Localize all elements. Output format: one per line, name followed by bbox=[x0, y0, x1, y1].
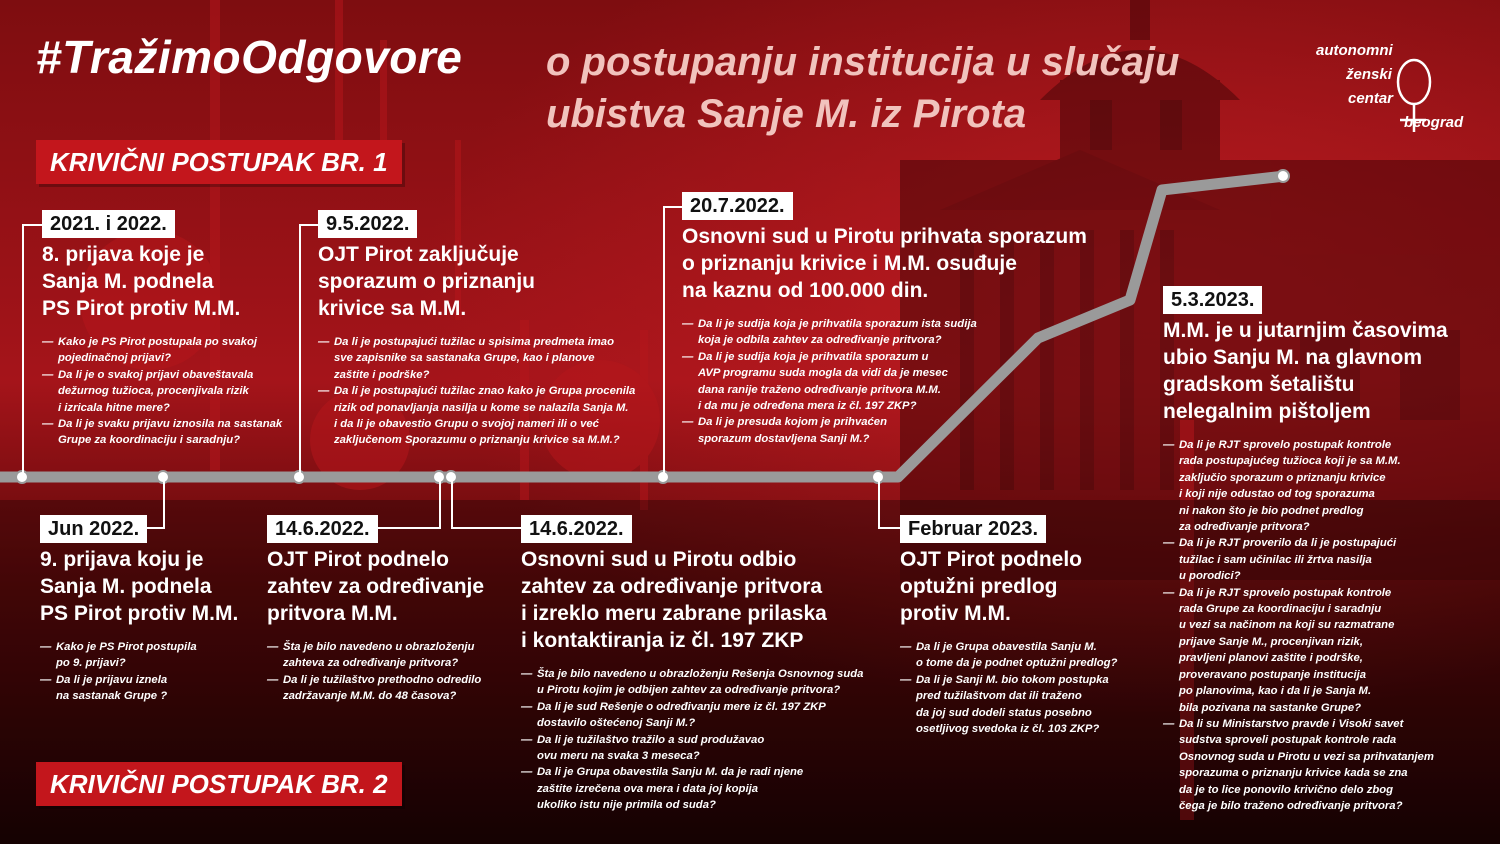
question-line: — Šta je bilo navedeno u obrazloženju bbox=[283, 641, 475, 653]
question-line: na sastanak Grupe ? bbox=[56, 690, 168, 703]
question-line: ni nakon što je bio podnet predlog bbox=[1179, 504, 1364, 517]
question-line: da joj sud dodeli status posebno bbox=[916, 706, 1092, 719]
page-subtitle bbox=[546, 36, 1246, 140]
logo-line-2: ženski bbox=[1346, 66, 1392, 83]
event-title-line: Osnovni sud u Pirotu prihvata sporazum bbox=[682, 225, 1087, 248]
event-date: Februar 2023. bbox=[900, 515, 1046, 543]
question-line: rizik od ponavljanja nasilja u kome se nalazila Sanja M. bbox=[334, 401, 629, 414]
procedure-1-banner: KRIVIČNI POSTUPAK BR. 1 bbox=[36, 140, 402, 184]
question-line: pravljeni planovi zaštite i podrške, bbox=[1179, 652, 1363, 665]
question-line: — Da li je svaku prijavu iznosila na sastanak bbox=[58, 418, 283, 431]
question-line: zaključenom Sporazumu o priznanju krivice sa M.M.? bbox=[334, 434, 620, 447]
question-line: — Da li je Sanji M. bio tokom postupka bbox=[916, 673, 1109, 686]
question-line: čega je bilo traženo određivanje pritvora? bbox=[1179, 799, 1403, 812]
event-title-line: i kontaktiranja iz čl. 197 ZKP bbox=[521, 629, 804, 652]
question-line: prijave Sanje M., procenjivan rizik, bbox=[1179, 635, 1363, 648]
question-line: — Da li je sud Rešenje o određivanju mere iz čl. 197 ZKP bbox=[537, 700, 826, 713]
question-line: dostavilo oštećenoj Sanji M.? bbox=[537, 717, 696, 730]
question-line: — Da li je o svakoj prijavi obaveštavala bbox=[58, 368, 254, 381]
logo-line-1: autonomni bbox=[1316, 42, 1393, 59]
question-line: — Da li je Grupa obavestila Sanju M. bbox=[916, 641, 1097, 653]
event-date: 5.3.2023. bbox=[1163, 286, 1262, 314]
event-title-line: sporazum o priznanju bbox=[318, 270, 536, 293]
question-line: — Da li je RJT sprovelo postupak kontrole bbox=[1179, 586, 1392, 599]
question-line: rada postupajućeg tužioca koji je sa M.M. bbox=[1179, 455, 1401, 468]
event-title-line: Osnovni sud u Pirotu odbio bbox=[521, 548, 797, 571]
connector-e7-tick bbox=[451, 527, 521, 529]
question-line: zaštite izrečena ova mera i data joj kopija bbox=[537, 782, 759, 795]
subtitle-line-2: ubistva Sanje M. iz Pirota bbox=[546, 92, 1027, 136]
timeline-path bbox=[0, 176, 1285, 477]
question-line: zadržavanje M.M. do 48 časova? bbox=[283, 690, 457, 703]
question-line: dežurnog tužioca, procenjivala rizik bbox=[58, 385, 249, 398]
question-line: zaštite i podrške? bbox=[334, 368, 430, 381]
question-line: ovu meru na svaka 3 meseca? bbox=[537, 750, 700, 763]
question-line: Osnovnog suda u Pirotu u vezi sa prihvatanjem bbox=[1179, 750, 1434, 763]
question-line: dana ranije traženo određivanje pritvora M.M. bbox=[698, 383, 941, 396]
question-line: — Da li su Ministarstvo pravde i Visoki savet bbox=[1179, 717, 1404, 730]
question-line: u vezi sa načinom na koji su razmatrane bbox=[1179, 619, 1395, 632]
question-line: koja je odbila zahtev za određivanje pritvora? bbox=[698, 334, 942, 347]
event-date: 9.5.2022. bbox=[318, 210, 417, 238]
question-line: — Da li je RJT proverilo da li je postupajući bbox=[1179, 537, 1397, 550]
event-title-line: OJT Pirot podnelo bbox=[267, 548, 449, 571]
organization-logo bbox=[1314, 40, 1474, 140]
question-line: i da li je obavestio Grupu o svojoj nameri ili o već bbox=[334, 418, 599, 431]
question-line: pred tužilaštvom dat ili traženo bbox=[916, 690, 1082, 703]
connector-e3-tick bbox=[663, 206, 683, 208]
question-line: sporazum dostavljena Sanji M.? bbox=[698, 432, 870, 445]
event-date: 14.6.2022. bbox=[521, 515, 632, 543]
connector-e2-tick bbox=[299, 224, 319, 226]
question-line: ukoliko istu nije primila od suda? bbox=[537, 799, 716, 812]
question-line: — Da li je RJT sprovelo postupak kontrole bbox=[1179, 439, 1392, 451]
event-title-line: na kaznu od 100.000 din. bbox=[682, 279, 929, 302]
event-title-line: krivice sa M.M. bbox=[318, 297, 467, 320]
event-title-line: protiv M.M. bbox=[900, 602, 1011, 625]
question-line: — Šta je bilo navedeno u obrazloženju Rešenja Osnovnog suda bbox=[537, 668, 864, 680]
event-title-line: M.M. je u jutarnjim časovima bbox=[1163, 319, 1448, 342]
question-line: zahteva za određivanje pritvora? bbox=[283, 657, 459, 670]
connector-e6 bbox=[439, 478, 441, 528]
question-line: AVP programu suda mogla da vidi da je mesec bbox=[698, 367, 948, 380]
connector-e7 bbox=[451, 478, 453, 528]
event-date: Jun 2022. bbox=[40, 515, 147, 543]
event-title-line: Sanja M. podnela bbox=[40, 575, 212, 598]
question-line: da je to lice ponovilo krivično delo zbog bbox=[1179, 783, 1394, 796]
event-title-line: i izreklo meru zabrane prilaska bbox=[521, 602, 827, 625]
question-line: — Da li je postupajući tužilac u spisima predmeta imao bbox=[334, 336, 614, 348]
question-line: — Da li je tužilaštvo prethodno odredilo bbox=[283, 673, 482, 686]
question-line: po 9. prijavi? bbox=[56, 657, 126, 670]
event-title-line: nelegalnim pištoljem bbox=[1163, 400, 1371, 423]
question-line: — Kako je PS Pirot postupila bbox=[56, 641, 197, 653]
event-title-line: zahtev za određivanje bbox=[267, 575, 485, 598]
event-title-line: OJT Pirot zaključuje bbox=[318, 243, 519, 266]
question-line: o tome da je podnet optužni predlog? bbox=[916, 657, 1118, 670]
event-title-line: ubio Sanju M. na glavnom bbox=[1163, 346, 1423, 369]
event-date: 2021. i 2022. bbox=[42, 210, 175, 238]
question-line: i da mu je određena mera iz čl. 197 ZKP? bbox=[698, 400, 917, 413]
event-title-line: PS Pirot protiv M.M. bbox=[42, 297, 241, 320]
timeline-node bbox=[1277, 170, 1289, 182]
event-title-line: pritvora M.M. bbox=[267, 602, 398, 625]
question-line: sudstva sproveli postupak kontrole rada bbox=[1179, 734, 1397, 747]
question-line: proveravano postupanje institucija bbox=[1179, 668, 1367, 681]
question-line: — Da li je sudija koja je prihvatila sporazum u bbox=[698, 350, 929, 363]
connector-e8-tick bbox=[878, 527, 900, 529]
event-title-line: 8. prijava koje je bbox=[42, 243, 205, 266]
question-line: po planovima, kao i da li je Sanja M. bbox=[1179, 685, 1372, 698]
hashtag-title: #TražimoOdgovore bbox=[36, 31, 463, 83]
event-title-line: zahtev za određivanje pritvora bbox=[521, 575, 823, 598]
question-line: — Da li je postupajući tužilac znao kako je Grupa procenila bbox=[334, 385, 636, 398]
connector-e3 bbox=[663, 206, 665, 476]
question-line: sve zapisnike sa sastanaka Grupe, kao i planove bbox=[334, 352, 595, 365]
question-line: sporazuma o priznanju krivice kada se zna bbox=[1179, 767, 1408, 780]
question-line: — Da li je sudija koja je prihvatila sporazum ista sudija bbox=[698, 318, 977, 330]
question-line: rada Grupe za koordinaciju i saradnju bbox=[1179, 603, 1382, 616]
question-line: — Da li je tužilaštvo tražilo a sud produžavao bbox=[537, 733, 765, 746]
event-title-line: o priznanju krivice i M.M. osuđuje bbox=[682, 252, 1017, 275]
question-line: zaključio sporazum o priznanju krivice bbox=[1179, 471, 1386, 484]
event-title-line: PS Pirot protiv M.M. bbox=[40, 602, 239, 625]
question-line: osetljivog svedoka iz čl. 103 ZKP? bbox=[916, 723, 1100, 736]
event-date: 20.7.2022. bbox=[682, 192, 793, 220]
connector-e5-tick bbox=[146, 527, 165, 529]
question-line: bila pozivana na sastanke Grupe? bbox=[1179, 701, 1362, 714]
question-line: tužilac i sam učinilac ili žrtva nasilja bbox=[1179, 553, 1372, 566]
question-line: u Pirotu kojim je odbijen zahtev za određivanje pritvora? bbox=[537, 684, 841, 697]
procedure-2-banner: KRIVIČNI POSTUPAK BR. 2 bbox=[36, 762, 402, 806]
question-line: Grupe za koordinaciju i saradnju? bbox=[58, 434, 241, 447]
question-line: — Da li je presuda kojom je prihvaćen bbox=[698, 416, 887, 429]
question-line: i koji nije odustao od tog sporazuma bbox=[1179, 488, 1375, 501]
question-line: za određivanje pritvora? bbox=[1179, 521, 1310, 534]
question-line: — Da li je prijavu iznela bbox=[56, 673, 168, 686]
connector-e5 bbox=[163, 478, 165, 528]
connector-e1 bbox=[22, 224, 24, 476]
connector-e8 bbox=[878, 478, 880, 528]
logo-line-4: beograd bbox=[1404, 114, 1464, 131]
question-line: i izricala hitne mere? bbox=[58, 401, 170, 414]
event-title-line: optužni predlog bbox=[900, 575, 1058, 598]
subtitle-line-1: o postupanju institucija u slučaju bbox=[546, 40, 1180, 84]
question-line: u porodici? bbox=[1179, 570, 1241, 583]
question-line: pojedinačnoj prijavi? bbox=[58, 352, 171, 365]
question-line: — Kako je PS Pirot postupala po svakoj bbox=[58, 336, 258, 348]
question-line: — Da li je Grupa obavestila Sanju M. da je radi njene bbox=[537, 766, 804, 779]
event-title-line: gradskom šetalištu bbox=[1163, 373, 1355, 396]
event-date: 14.6.2022. bbox=[267, 515, 378, 543]
connector-e6-tick bbox=[378, 527, 441, 529]
event-title-line: 9. prijava koju je bbox=[40, 548, 204, 571]
logo-line-3: centar bbox=[1348, 90, 1394, 107]
event-title-line: Sanja M. podnela bbox=[42, 270, 214, 293]
connector-e1-tick bbox=[22, 224, 42, 226]
connector-e2 bbox=[299, 224, 301, 476]
event-title-line: OJT Pirot podnelo bbox=[900, 548, 1082, 571]
